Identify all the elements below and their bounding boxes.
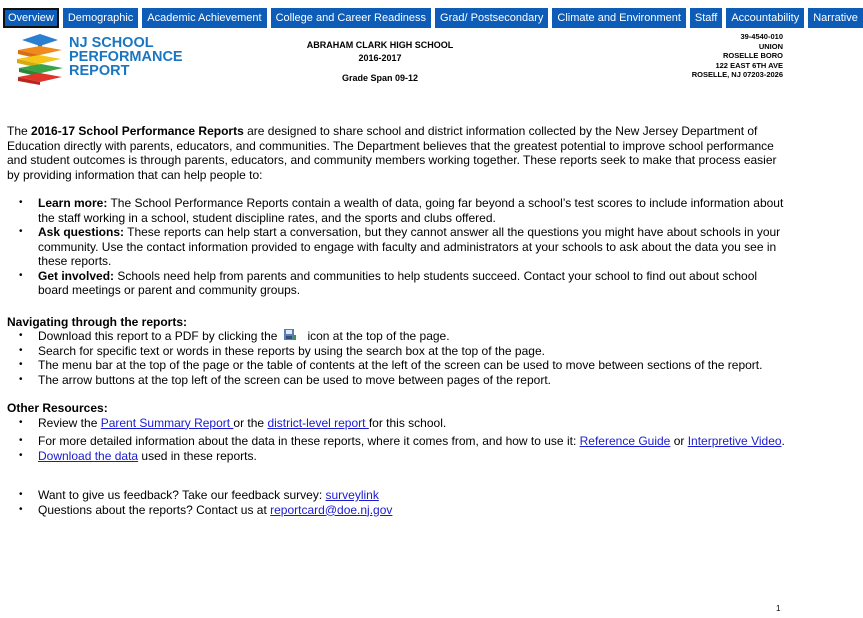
tab-grad-postsecondary[interactable]: Grad/ Postsecondary (435, 8, 548, 28)
navigating-list (7, 329, 787, 387)
bullet-heading: Learn more: (38, 196, 108, 210)
nav-item-1-post: icon at the top of the page. (307, 329, 450, 343)
school-header (260, 39, 500, 85)
tab-accountability[interactable]: Accountability (726, 8, 804, 28)
school-name: ABRAHAM CLARK HIGH SCHOOL (306, 40, 454, 50)
interpretive-video-link[interactable]: Interpretive Video (687, 434, 782, 448)
navigating-heading: Navigating through the reports: (7, 314, 187, 329)
resource-2-post: . (781, 434, 785, 448)
list-item (7, 196, 787, 225)
other-resources-list (7, 416, 787, 464)
tab-climate-environment[interactable]: Climate and Environment (552, 8, 686, 28)
list-item (7, 225, 787, 269)
district-level-report-link[interactable]: district-level report (267, 415, 369, 430)
list-item (7, 434, 787, 449)
school-county: UNION (758, 41, 783, 51)
pdf-download-icon[interactable] (283, 329, 297, 341)
intro-paragraph (7, 124, 787, 182)
stacked-books-logo-icon (12, 32, 68, 86)
feedback-1-pre: Want to give us feedback? Take our feedback survey: (38, 488, 326, 502)
bullet-text: These reports can help start a conversation, but they cannot answer all the questions you might have about schools in your community. Use the contact information provided to engage with faculty and administrators at your schools to ask about the data you see in these reports. (38, 225, 781, 268)
list-item (7, 488, 787, 503)
resource-1-post: for this school. (368, 415, 447, 430)
report-tab-bar (3, 8, 863, 28)
bullet-text: Schools need help from parents and communities to help students succeed. Contact your school to find out about school board meetings or parent and community groups. (38, 268, 758, 297)
bullet-text: The School Performance Reports contain a wealth of data, going far beyond a school’s test scores to include information about the staff working in a school, student discipline rates, and the sports and clubs offered. (38, 196, 784, 225)
resource-2-pre: For more detailed information about the data in these reports, where it comes from, and how to use it: (38, 434, 580, 448)
other-resources-heading: Other Resources: (7, 401, 108, 415)
tab-staff[interactable]: Staff (690, 8, 722, 28)
list-item: • The arrow buttons at the top left of the screen can be used to move between pages of the report. (7, 373, 787, 388)
grade-span: Grade Span 09-12 (341, 73, 419, 83)
overview-content (7, 124, 787, 517)
tab-narrative[interactable]: Narrative (808, 8, 863, 28)
nav-item-1-pre: Download this report to a PDF by clicking the (38, 329, 278, 343)
parent-summary-report-link[interactable]: Parent Summary Report (100, 415, 234, 430)
page-number: 1 (776, 604, 781, 613)
reference-guide-link[interactable]: Reference Guide (579, 434, 671, 448)
intro-post: are designed to share school and district information collected by the New Jersey Department of Education directly with parents, educators, and communities. The Department believes that the greatest potential to improve school performance and student outcomes is through parents, educators, and community members working together. These reports seek to make that process easier by providing information that can help people to: (7, 124, 777, 182)
survey-link[interactable]: surveylink (325, 488, 379, 502)
resource-1-pre: Review the (38, 415, 101, 430)
intro-bold: 2016-17 School Performance Reports (31, 124, 244, 138)
resource-3-post: used in these reports. (138, 448, 257, 463)
feedback-list (7, 488, 787, 517)
tab-college-career-readiness[interactable]: College and Career Readiness (271, 8, 431, 28)
school-code: 39-4540-010 (740, 32, 783, 41)
bullet-heading: Get involved: (38, 268, 115, 283)
intro-pre: The (7, 124, 32, 138)
list-item: • The menu bar at the top of the page or the table of contents at the left of the screen can be used to move between sections of the report. (7, 358, 787, 373)
contact-email-link[interactable]: reportcard@doe.nj.gov (270, 502, 393, 517)
list-item (7, 416, 787, 431)
list-item (7, 503, 787, 518)
school-street: 122 EAST 6TH AVE (715, 60, 783, 70)
school-city: ROSELLE, NJ 07203-2026 (691, 70, 783, 79)
list-item (7, 449, 787, 464)
logo-line-2: PERFORMANCE (69, 49, 183, 65)
tab-academic-achievement[interactable]: Academic Achievement (142, 8, 266, 28)
nj-school-performance-report-logo (12, 32, 184, 90)
school-year: 2016-2017 (358, 53, 402, 63)
logo-wordmark (69, 36, 183, 78)
school-address-block (692, 32, 783, 80)
resource-2-mid: or (670, 434, 688, 448)
logo-line-3: REPORT (69, 63, 130, 79)
download-data-link[interactable]: Download the data (38, 448, 139, 463)
list-item (7, 329, 787, 344)
feedback-2-pre: Questions about the reports? Contact us at (38, 502, 271, 517)
list-item: • Search for specific text or words in these reports by using the search box at the top of the page. (7, 344, 787, 359)
school-district: ROSELLE BORO (722, 51, 783, 60)
logo-line-1: NJ SCHOOL (69, 35, 154, 51)
tab-overview[interactable]: Overview (3, 8, 59, 28)
list-item (7, 269, 787, 298)
purpose-list (7, 196, 787, 298)
resource-1-mid: or the (233, 415, 268, 430)
tab-demographic[interactable]: Demographic (63, 8, 138, 28)
bullet-heading: Ask questions: (38, 225, 125, 239)
